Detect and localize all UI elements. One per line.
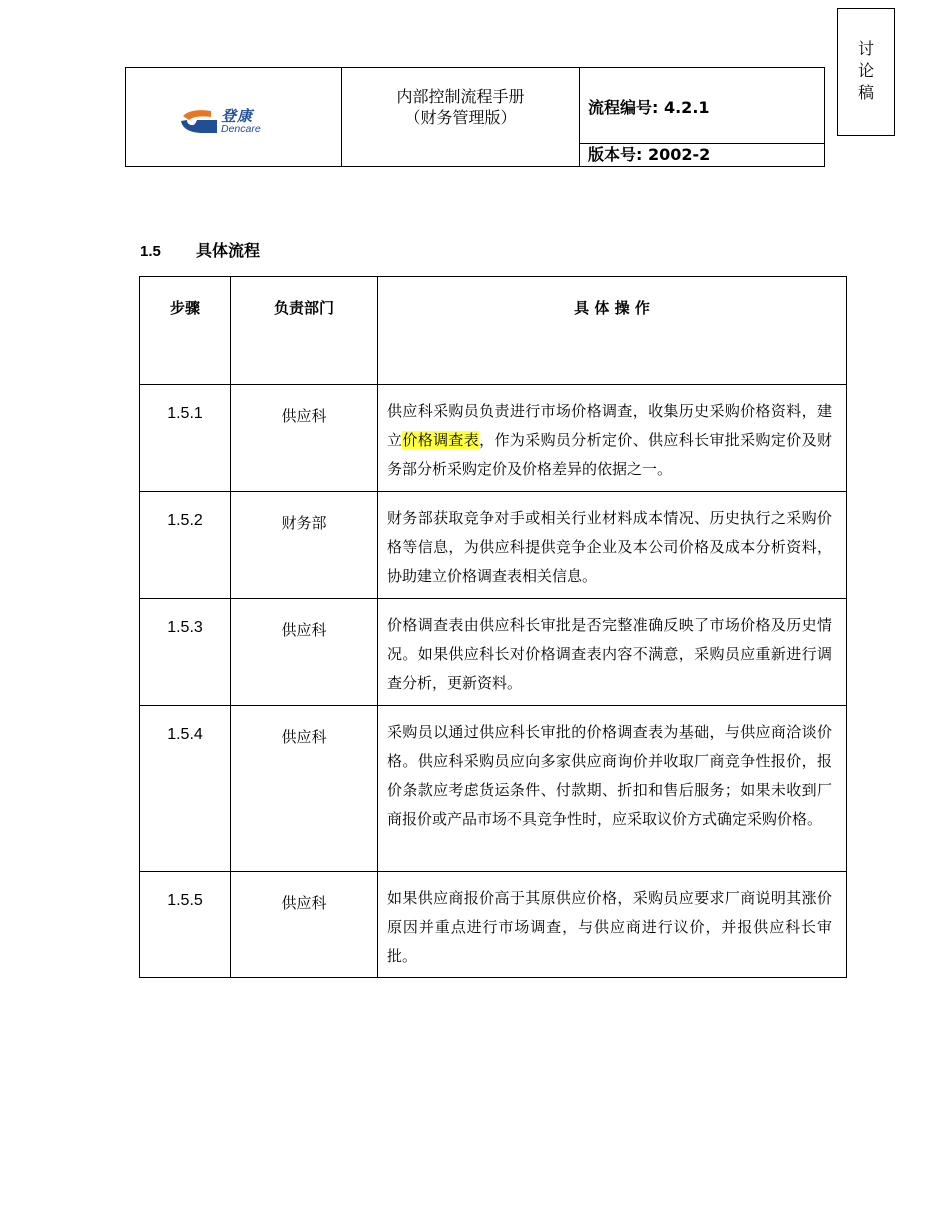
version-number: 版本号: 2002-2 bbox=[588, 145, 711, 164]
table-row bbox=[140, 385, 847, 492]
operation-text: ，作为采购员分析定价、供应科长审批采购定价及财务部分析采购定价及价格差异的依据之一。 bbox=[387, 431, 832, 478]
department-cell: 供应科 bbox=[231, 385, 378, 492]
table-header-row bbox=[140, 277, 847, 385]
process-table bbox=[139, 276, 847, 978]
section-title-text: 具体流程 bbox=[196, 241, 261, 260]
document-header bbox=[125, 67, 825, 167]
department-cell: 供应科 bbox=[231, 706, 378, 872]
dencare-logo bbox=[181, 106, 281, 138]
operation-cell bbox=[378, 385, 847, 492]
manual-title-line1: 内部控制流程手册 bbox=[396, 87, 525, 106]
stamp-char: 讨 bbox=[857, 39, 874, 58]
logo-english-text: Dencare bbox=[221, 123, 261, 135]
table-row bbox=[140, 599, 847, 706]
step-cell: 1.5.3 bbox=[140, 599, 231, 706]
table-row bbox=[140, 492, 847, 599]
department-cell: 供应科 bbox=[231, 872, 378, 978]
step-cell: 1.5.5 bbox=[140, 872, 231, 978]
process-code: 流程编号: 4.2.1 bbox=[580, 68, 824, 144]
step-cell: 1.5.1 bbox=[140, 385, 231, 492]
logo-cell bbox=[126, 68, 342, 166]
draft-stamp bbox=[837, 8, 895, 136]
table-row bbox=[140, 706, 847, 872]
operation-text: 供应科采购员负责进行市场价格调查，收集历史采购价格资料，建立 bbox=[387, 402, 832, 449]
header-operation: 具 体 操 作 bbox=[378, 277, 847, 385]
operation-cell: 财务部获取竞争对手或相关行业材料成本情况、历史执行之采购价格等信息，为供应科提供竞争企业及本公司价格及成本分析资料，协助建立价格调查表相关信息。 bbox=[378, 492, 847, 599]
manual-title bbox=[342, 68, 580, 166]
operation-cell: 如果供应商报价高于其原供应价格，采购员应要求厂商说明其涨价原因并重点进行市场调查，与供应商进行议价，并报供应科长审批。 bbox=[378, 872, 847, 978]
stamp-char: 论 bbox=[857, 61, 874, 80]
header-step: 步骤 bbox=[140, 277, 231, 385]
department-cell: 供应科 bbox=[231, 599, 378, 706]
stamp-char: 稿 bbox=[857, 83, 874, 102]
highlighted-term: 价格调查表 bbox=[402, 431, 480, 449]
header-department: 负责部门 bbox=[231, 277, 378, 385]
logo-chinese-text: 登康 bbox=[221, 107, 254, 125]
step-cell: 1.5.4 bbox=[140, 706, 231, 872]
section-number: 1.5 bbox=[140, 243, 161, 260]
manual-title-line2: （财务管理版） bbox=[404, 108, 517, 127]
logo-mark-icon bbox=[181, 108, 219, 134]
section-heading bbox=[140, 238, 260, 261]
step-cell: 1.5.2 bbox=[140, 492, 231, 599]
operation-cell: 价格调查表由供应科长审批是否完整准确反映了市场价格及历史情况。如果供应科长对价格调查表内容不满意，采购员应重新进行调查分析，更新资料。 bbox=[378, 599, 847, 706]
table-row bbox=[140, 872, 847, 978]
operation-cell: 采购员以通过供应科长审批的价格调查表为基础，与供应商洽谈价格。供应科采购员应向多家供应商询价并收取厂商竞争性报价，报价条款应考虑货运条件、付款期、折扣和售后服务；如果未收到厂商报价或产品市场不具竞争性时，应采取议价方式确定采购价格。 bbox=[378, 706, 847, 872]
department-cell: 财务部 bbox=[231, 492, 378, 599]
